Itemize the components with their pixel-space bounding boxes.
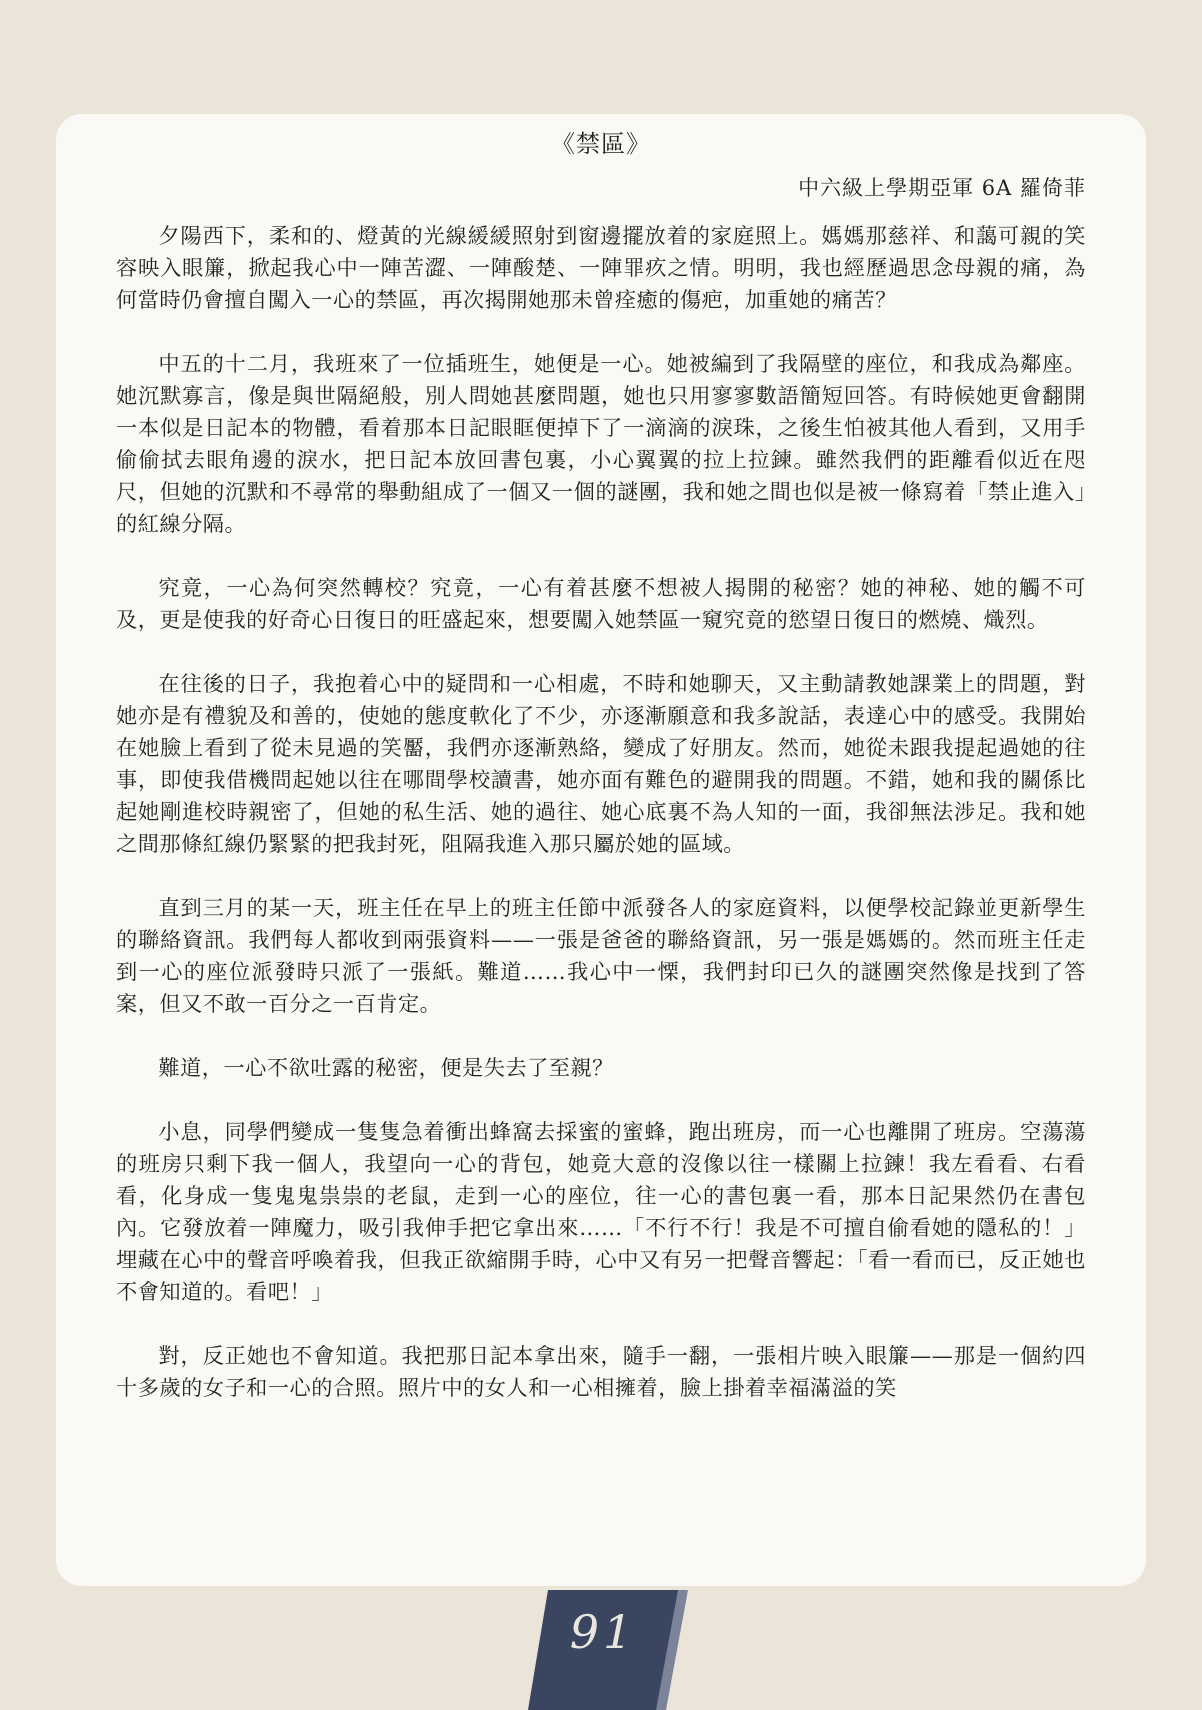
paragraph-1: 夕陽西下，柔和的、燈黃的光線緩緩照射到窗邊擺放着的家庭照上。媽媽那慈祥、和藹可親的笑容映入眼簾，掀起我心中一陣苦澀、一陣酸楚、一陣罪疚之情。明明，我也經歷過思念母親的痛，為何當時仍會擅自闖入一心的禁區，再次揭開她那未曾痊癒的傷疤，加重她的痛苦？ [116, 223, 1086, 312]
page-number: 91 [569, 1605, 637, 1659]
article-byline: 中六級上學期亞軍 6A 羅倚菲 [798, 176, 1086, 200]
paragraph-2: 中五的十二月，我班來了一位插班生，她便是一心。她被編到了我隔壁的座位，和我成為鄰座。她沉默寡言，像是與世隔絕般，別人問她甚麼問題，她也只用寥寥數語簡短回答。有時候她更會翻開一本似是日記本的物體，看着那本日記眼眶便掉下了一滴滴的淚珠，之後生怕被其他人看到，又用手偷偷拭去眼角邊的淚水，把日記本放回書包裏，小心翼翼的拉上拉鍊。雖然我們的距離看似近在咫尺，但她的沉默和不尋常的舉動組成了一個又一個的謎團，我和她之間也似是被一條寫着「禁止進入」的紅線分隔。 [116, 351, 1086, 536]
paragraph-5: 直到三月的某一天，班主任在早上的班主任節中派發各人的家庭資料，以便學校記錄並更新學生的聯絡資訊。我們每人都收到兩張資料——一張是爸爸的聯絡資訊，另一張是媽媽的。然而班主任走到一心的座位派發時只派了一張紙。難道……我心中一慄，我們封印已久的謎團突然像是找到了答案，但又不敢一百分之一百肯定。 [116, 895, 1086, 1016]
paragraph-7: 小息，同學們變成一隻隻急着衝出蜂窩去採蜜的蜜蜂，跑出班房，而一心也離開了班房。空蕩蕩的班房只剩下我一個人，我望向一心的背包，她竟大意的沒像以往一樣關上拉鍊！我左看看、右看看，化身成一隻鬼鬼祟祟的老鼠，走到一心的座位，往一心的書包裏一看，那本日記果然仍在書包內。它發放着一陣魔力，吸引我伸手把它拿出來……「不行不行！我是不可擅自偷看她的隱私的！」埋藏在心中的聲音呼喚着我，但我正欲縮開手時，心中又有另一把聲音響起：「看一看而已，反正她也不會知道的。看吧！」 [116, 1119, 1086, 1304]
article-card [56, 114, 1146, 1586]
paragraph-4: 在往後的日子，我抱着心中的疑問和一心相處，不時和她聊天，又主動請教她課業上的問題，對她亦是有禮貌及和善的，使她的態度軟化了不少，亦逐漸願意和我多說話，表達心中的感受。我開始在她臉上看到了從未見過的笑靨，我們亦逐漸熟絡，變成了好朋友。然而，她從未跟我提起過她的往事，即使我借機問起她以往在哪間學校讀書，她亦面有難色的避開我的問題。不錯，她和我的關係比起她剛進校時親密了，但她的私生活、她的過往、她心底裏不為人知的一面，我卻無法涉足。我和她之間那條紅線仍緊緊的把我封死，阻隔我進入那只屬於她的區域。 [116, 671, 1086, 856]
paragraph-3: 究竟，一心為何突然轉校？究竟，一心有着甚麼不想被人揭開的秘密？她的神秘、她的觸不可及，更是使我的好奇心日復日的旺盛起來，想要闖入她禁區一窺究竟的慾望日復日的燃燒、熾烈。 [116, 575, 1086, 632]
article-title: 《禁區》 [551, 130, 651, 158]
paragraph-6: 難道，一心不欲吐露的秘密，便是失去了至親？ [158, 1055, 614, 1080]
paragraph-8: 對，反正她也不會知道。我把那日記本拿出來，隨手一翻，一張相片映入眼簾——那是一個約四十多歲的女子和一心的合照。照片中的女人和一心相擁着，臉上掛着幸福滿溢的笑 [116, 1343, 1086, 1400]
